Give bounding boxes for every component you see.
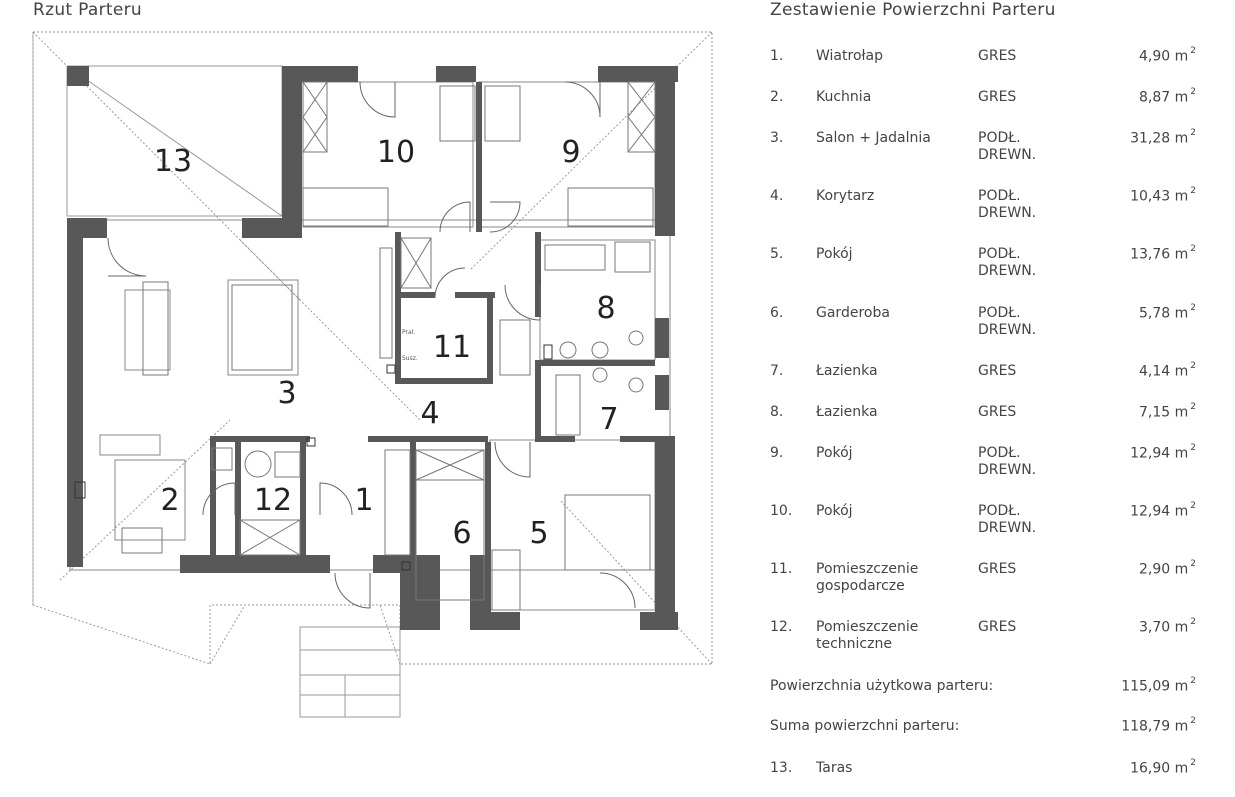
room-name: Taras (816, 760, 853, 776)
area-value: 10,43 m $^2$ (1130, 186, 1196, 205)
room-label-4: 4 (420, 396, 440, 431)
area-value: 7,15 m $^2$ (1139, 402, 1196, 421)
area-value: 2,90 m $^2$ (1139, 559, 1196, 578)
roof-outline (33, 32, 712, 664)
row-number: 2. (770, 89, 784, 105)
room-label-11: 11 (432, 330, 472, 365)
area-value: 12,94 m $^2$ (1130, 443, 1196, 462)
floor-material: PODŁ. DREWN. (978, 503, 1037, 536)
summary-label: Suma powierzchni parteru: (770, 718, 960, 734)
room-name: Pomieszczenie techniczne (816, 619, 919, 652)
room-name: Pokój (816, 445, 853, 461)
row-number: 5. (770, 246, 784, 262)
room-label-1: 1 (354, 483, 374, 518)
row-number: 8. (770, 404, 784, 420)
row-number: 12. (770, 619, 793, 635)
dryer-label: Susz. (402, 355, 418, 362)
area-value: 118,79 m $^2$ (1121, 716, 1196, 735)
floor-material: GRES (978, 48, 1017, 64)
entrance-steps (300, 627, 400, 717)
room-label-7: 7 (599, 402, 619, 437)
floor-material: PODŁ. DREWN. (978, 305, 1037, 338)
area-value: 13,76 m $^2$ (1130, 244, 1196, 263)
summary-label: Powierzchnia użytkowa parteru: (770, 678, 994, 694)
room-label-6: 6 (452, 516, 472, 551)
table-title: Zestawienie Powierzchni Parteru (770, 0, 1056, 20)
area-value: 115,09 m $^2$ (1121, 676, 1196, 695)
area-value: 4,14 m $^2$ (1139, 361, 1196, 380)
room-label-2: 2 (160, 483, 180, 518)
row-number: 4. (770, 188, 784, 204)
row-number: 9. (770, 445, 784, 461)
row-number: 3. (770, 130, 784, 146)
row-number: 13. (770, 760, 793, 776)
room-name: Wiatrołap (816, 48, 883, 64)
room-name: Pokój (816, 503, 853, 519)
area-value: 4,90 m $^2$ (1139, 46, 1196, 65)
area-value: 31,28 m $^2$ (1130, 128, 1196, 147)
floor-material: PODŁ. DREWN. (978, 130, 1037, 163)
floor-material: GRES (978, 89, 1017, 105)
room-label-13: 13 (153, 144, 193, 179)
row-number: 1. (770, 48, 784, 64)
area-value: 3,70 m $^2$ (1139, 617, 1196, 636)
floor-material: GRES (978, 561, 1017, 577)
washer-label: Pral. (402, 329, 416, 336)
room-name: Garderoba (816, 305, 890, 321)
floor-material: PODŁ. DREWN. (978, 188, 1037, 221)
room-name: Korytarz (816, 188, 875, 204)
area-value: 12,94 m $^2$ (1130, 501, 1196, 520)
area-value: 5,78 m $^2$ (1139, 303, 1196, 322)
plan-title: Rzut Parteru (33, 0, 142, 20)
room-name: Kuchnia (816, 89, 872, 105)
room-label-9: 9 (561, 135, 581, 170)
terrace-outline (67, 66, 282, 216)
room-name: Łazienka (816, 404, 878, 420)
floor-material: PODŁ. DREWN. (978, 246, 1037, 279)
room-label-5: 5 (529, 516, 549, 551)
row-number: 7. (770, 363, 784, 379)
room-label-12: 12 (253, 483, 293, 518)
row-number: 11. (770, 561, 793, 577)
room-label-10: 10 (376, 135, 416, 170)
floor-material: GRES (978, 404, 1017, 420)
room-name: Łazienka (816, 363, 878, 379)
floor-material: GRES (978, 619, 1017, 635)
room-name: Salon + Jadalnia (816, 130, 931, 146)
room-name: Pomieszczenie gospodarcze (816, 561, 919, 594)
floor-material: PODŁ. DREWN. (978, 445, 1037, 478)
room-label-3: 3 (277, 376, 297, 411)
room-name: Pokój (816, 246, 853, 262)
row-number: 6. (770, 305, 784, 321)
room-label-8: 8 (596, 291, 616, 326)
row-number: 10. (770, 503, 793, 519)
area-value: 16,90 m $^2$ (1130, 758, 1196, 777)
area-value: 8,87 m $^2$ (1139, 87, 1196, 106)
floor-material: GRES (978, 363, 1017, 379)
